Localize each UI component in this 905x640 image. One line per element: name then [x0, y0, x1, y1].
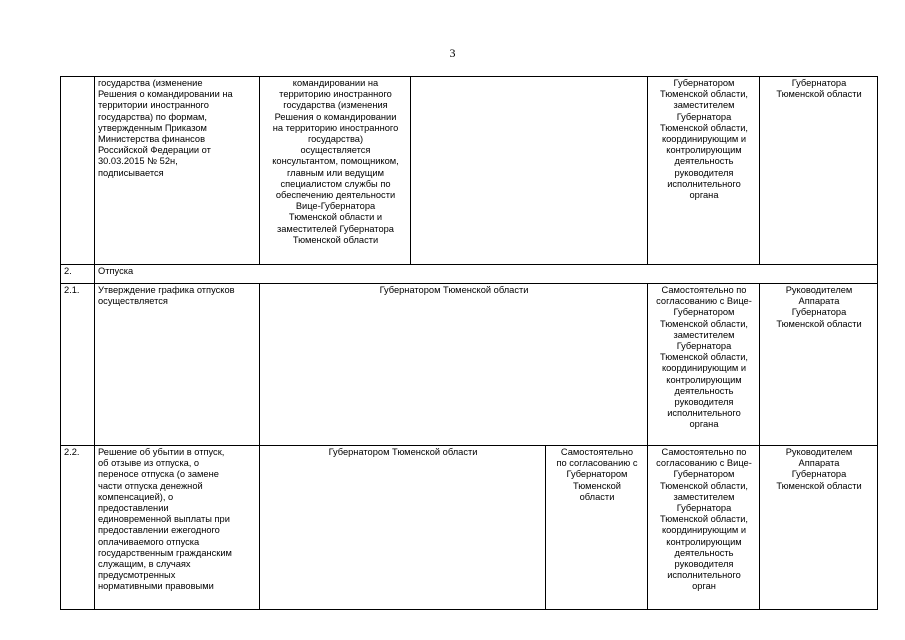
row-number-cell: 2.2.: [61, 446, 95, 610]
action-cell: Решение об убытии в отпуск, об отзыве из отпуска, о переносе отпуска (о замене части отпуска денежной компенсацией), о предоставлении единовременной выплаты при предоставлении ежегодного оплачиваемого отпуска государственным гражданским служащим, в случаях предусмотренных нормативными правовыми: [95, 446, 260, 610]
row-number-cell: 2.1.: [61, 284, 95, 446]
table-row: [61, 77, 878, 265]
approval-cell: Самостоятельно по согласованию с Вице- Губернатором Тюменской области, заместителем Губернатора Тюменской области, координирующим и контролирующим деятельность руководителя исполнительного органа: [648, 284, 760, 446]
coordination-cell: Самостоятельно по согласованию с Губернатором Тюменской области: [546, 446, 648, 610]
section-row: [61, 265, 878, 284]
authority-cell: Руководителем Аппарата Губернатора Тюменской области: [760, 446, 878, 610]
approval-cell: Губернатором Тюменской области, заместителем Губернатора Тюменской области, координирующим и контролирующим деятельность руководителя исполнительного органа: [648, 77, 760, 265]
page-number: 3: [449, 46, 456, 60]
responsible-cell: командировании на территорию иностранного государства (изменения Решения о командировании на территорию иностранного государства) осуществляется консультантом, помощником, главным или ведущим специалистом службы по обеспечению деятельности Вице-Губернатора Тюменской области и заместителей Губернатора Тюменской области: [260, 77, 411, 265]
approval-cell: Самостоятельно по согласованию с Вице- Губернатором Тюменской области, заместителем Губернатора Тюменской области, координирующим и контролирующим деятельность руководителя исполнительного орган: [648, 446, 760, 610]
row-number-cell: [61, 77, 95, 265]
responsible-cell: Губернатором Тюменской области: [260, 284, 648, 446]
section-title-cell: Отпуска: [95, 265, 878, 284]
table-row: [61, 284, 878, 446]
authority-cell: Руководителем Аппарата Губернатора Тюменской области: [760, 284, 878, 446]
section-number-cell: 2.: [61, 265, 95, 284]
empty-cell: [411, 77, 648, 265]
table-row: [61, 446, 878, 610]
action-cell: государства (изменение Решения о командировании на территории иностранного государства) по формам, утвержденным Приказом Министерства финансов Российской Федерации от 30.03.2015 № 52н, подписывается: [95, 77, 260, 265]
authority-cell: Губернатора Тюменской области: [760, 77, 878, 265]
action-cell: Утверждение графика отпусков осуществляется: [95, 284, 260, 446]
delegation-table: [60, 76, 878, 610]
responsible-cell: Губернатором Тюменской области: [260, 446, 546, 610]
